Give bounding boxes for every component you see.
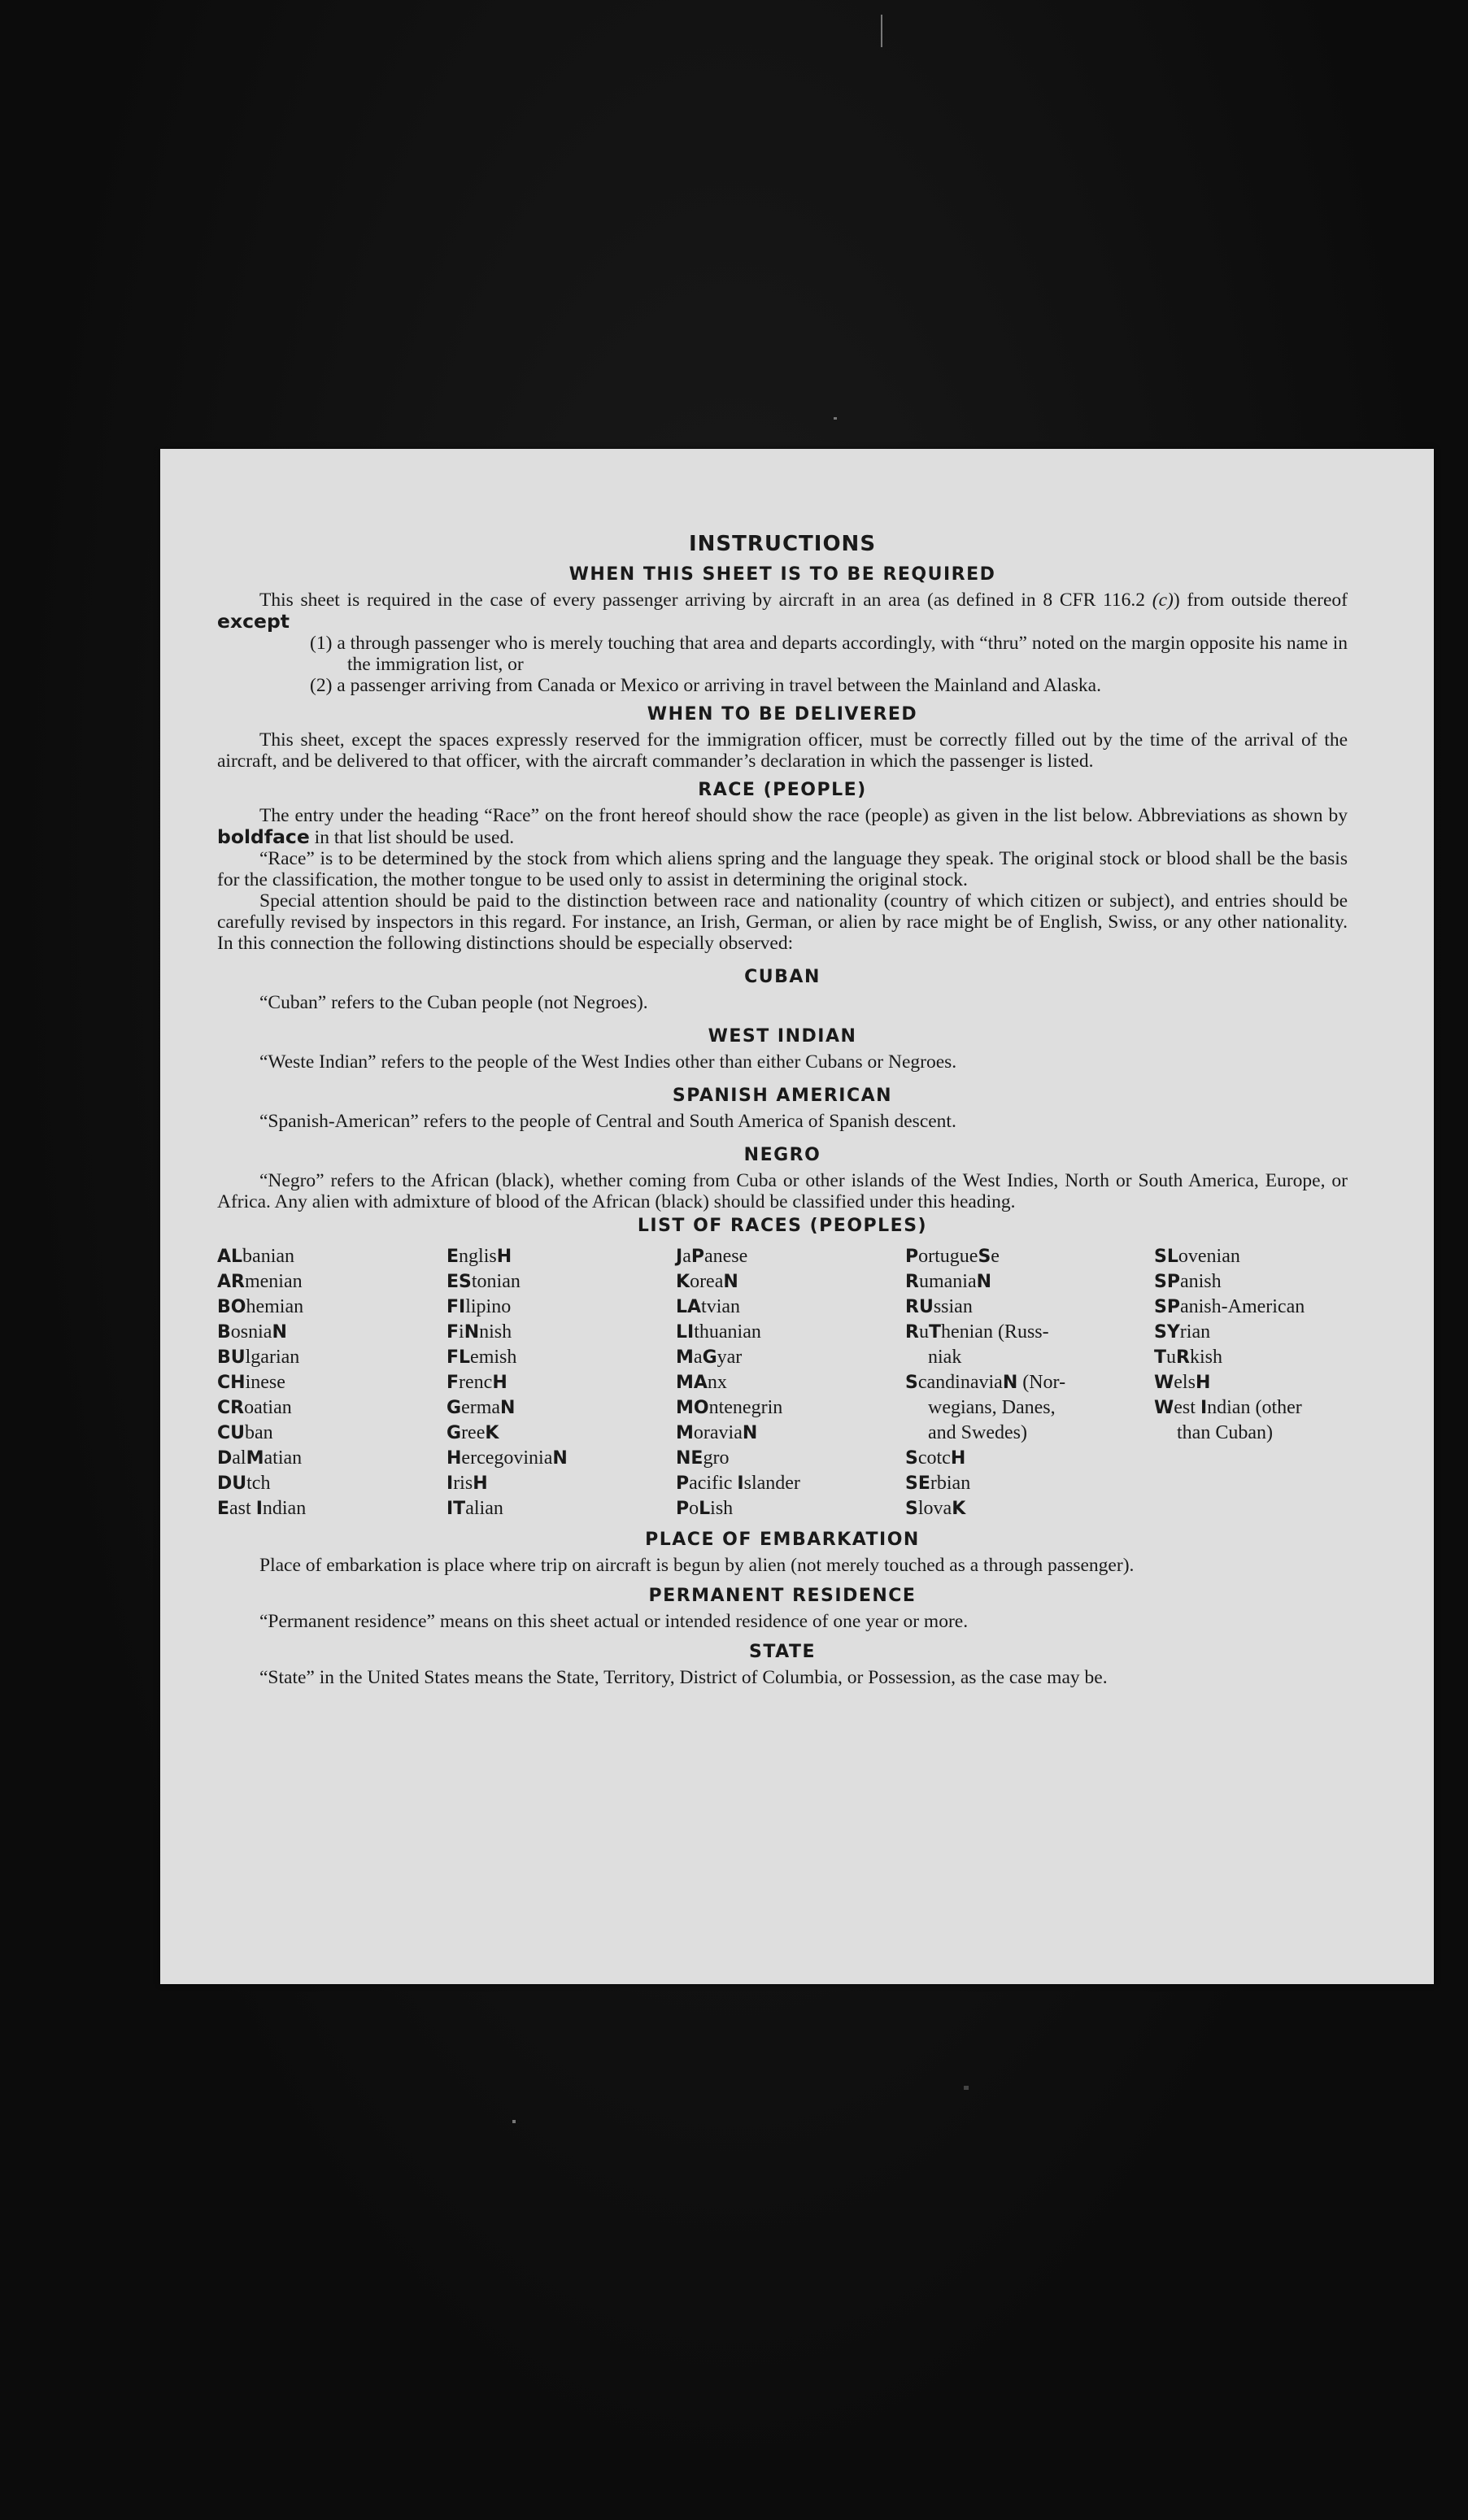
race-entry: CUban [217, 1422, 273, 1443]
section-heading-spanish-american: SPANISH AMERICAN [672, 1086, 893, 1106]
race-entry: CHinese [217, 1372, 285, 1393]
race-entry: RumaniaN [905, 1271, 992, 1292]
race-entry: FiNnish [446, 1321, 512, 1343]
race-entry: GermaN [446, 1397, 516, 1418]
section-heading-west-indian: WEST INDIAN [708, 1026, 857, 1047]
race-entry: IrisH [446, 1473, 488, 1494]
section-heading-list-of-races: LIST OF RACES (PEOPLES) [637, 1216, 928, 1236]
section-heading-race: RACE (PEOPLE) [698, 780, 867, 800]
race-entry: FIlipino [446, 1296, 512, 1317]
race-entry: MOntenegrin [676, 1397, 783, 1418]
race-entry: KoreaN [676, 1271, 738, 1292]
race-entry: SLovenian [1154, 1246, 1240, 1267]
paragraph-race-2: “Race” is to be determined by the stock from which aliens spring and the language they speak. The original stock or blood shall be the basis for the classification, the mother tongue to be used only to assist in determining the original stock. [217, 848, 1348, 890]
section-heading-when-delivered: WHEN TO BE DELIVERED [647, 704, 918, 725]
race-entry: MoraviaN [676, 1422, 758, 1443]
race-entry: LIthuanian [676, 1321, 761, 1343]
paragraph-race-1: The entry under the heading “Race” on the front hereof should show the race (people) as given in the list below. Abbreviations as shown by boldface in that list should be used. [217, 805, 1348, 848]
race-entry: WelsH [1154, 1372, 1211, 1393]
race-entry: SPanish [1154, 1271, 1222, 1292]
race-entry: MaGyar [676, 1347, 743, 1368]
race-entry: East Indian [217, 1498, 307, 1519]
paragraph-west-indian: “Weste Indian” refers to the people of the West Indies other than either Cubans or Negroes. [259, 1051, 957, 1073]
page-title: INSTRUCTIONS [688, 532, 877, 556]
race-entry: HercegoviniaN [446, 1447, 568, 1469]
paragraph-state: “State” in the United States means the State, Territory, District of Columbia, or Possession, as the case may be. [259, 1667, 1108, 1688]
exception-2: (2) a passenger arriving from Canada or Mexico or arriving in travel between the Mainland and Alaska. [310, 675, 1101, 696]
race-entry: BUlgarian [217, 1347, 300, 1368]
exception-1: (1) a through passenger who is merely touching that area and departs accordingly, with “thru” noted on the margin opposite his name in the immigration list, or [310, 633, 1348, 675]
race-entry: FrencH [446, 1372, 507, 1393]
race-entry: EnglisH [446, 1246, 512, 1267]
race-entry: SPanish-American [1154, 1296, 1305, 1317]
race-entry: BosniaN [217, 1321, 287, 1343]
race-column-5 [1154, 1244, 1348, 1521]
section-heading-negro: NEGRO [743, 1145, 821, 1165]
race-entry: EStonian [446, 1271, 521, 1292]
instruction-sheet [160, 449, 1434, 1984]
race-entry: FLemish [446, 1347, 517, 1368]
race-entry: niak [928, 1347, 962, 1368]
race-entry: DalMatian [217, 1447, 303, 1469]
race-entry: BOhemian [217, 1296, 304, 1317]
paragraph-when-required: This sheet is required in the case of every passenger arriving by aircraft in an area (as defined in 8 CFR 116.2 (c)) from outside thereof except [217, 590, 1348, 633]
race-entry: RUssian [905, 1296, 973, 1317]
race-entry: NEgro [676, 1447, 730, 1469]
race-entry: PoLish [676, 1498, 734, 1519]
race-entry: Pacific Islander [676, 1473, 800, 1494]
section-heading-embarkation: PLACE OF EMBARKATION [645, 1530, 920, 1550]
race-entry: and Swedes) [928, 1422, 1027, 1443]
race-entry: LAtvian [676, 1296, 741, 1317]
paragraph-cuban: “Cuban” refers to the Cuban people (not Negroes). [259, 992, 648, 1013]
race-entry: GreeK [446, 1422, 499, 1443]
race-entry: ScandinaviaN (Nor- [905, 1372, 1066, 1393]
section-heading-residence: PERMANENT RESIDENCE [648, 1586, 917, 1606]
race-entry: ALbanian [217, 1246, 295, 1267]
race-column-4 [905, 1244, 1154, 1521]
race-entry: ARmenian [217, 1271, 303, 1292]
paragraph-embarkation: Place of embarkation is place where trip on aircraft is begun by alien (not merely touched as a through passenger). [259, 1555, 1135, 1576]
race-entry: DUtch [217, 1473, 271, 1494]
race-entry: SlovaK [905, 1498, 966, 1519]
race-entry: West Indian (other [1154, 1397, 1302, 1418]
race-entry: ITalian [446, 1498, 503, 1519]
race-entry: SYrian [1154, 1321, 1211, 1343]
race-entry: than Cuban) [1177, 1422, 1273, 1443]
race-entry: RuThenian (Russ- [905, 1321, 1049, 1343]
race-entry: SErbian [905, 1473, 971, 1494]
section-heading-when-required: WHEN THIS SHEET IS TO BE REQUIRED [568, 564, 996, 585]
race-column-1 [217, 1244, 446, 1521]
section-heading-cuban: CUBAN [744, 967, 821, 987]
race-entry: CRoatian [217, 1397, 292, 1418]
race-entry: MAnx [676, 1372, 727, 1393]
race-entry: PortugueSe [905, 1246, 1000, 1267]
section-heading-state: STATE [749, 1642, 816, 1662]
race-column-2 [446, 1244, 676, 1521]
paragraph-residence: “Permanent residence” means on this sheet actual or intended residence of one year or more. [259, 1611, 969, 1632]
paragraph-negro: “Negro” refers to the African (black), whether coming from Cuba or other islands of the West Indies, North or South America, Europe, or Africa. Any alien with admixture of blood of the African (black) should be classified under this heading. [217, 1170, 1348, 1212]
paragraph-race-3: Special attention should be paid to the distinction between race and nationality (country of which citizen or subject), and entries should be carefully revised by inspectors in this regard. For instance, an Irish, German, or alien by race might be of English, Swiss, or any other nationality. In this connection the following distinctions should be especially observed: [217, 890, 1348, 954]
paragraph-when-delivered: This sheet, except the spaces expressly reserved for the immigration officer, must be correctly filled out by the time of the arrival of the aircraft, and be delivered to that officer, with the aircraft commander’s declaration in which the passenger is listed. [217, 729, 1348, 772]
race-entry: JaPanese [676, 1246, 748, 1267]
paragraph-spanish-american: “Spanish-American” refers to the people of Central and South America of Spanish descent. [259, 1111, 956, 1132]
race-entry: TuRkish [1154, 1347, 1222, 1368]
race-list [217, 1244, 1348, 1521]
race-entry: wegians, Danes, [928, 1397, 1056, 1418]
race-column-3 [676, 1244, 905, 1521]
race-entry: ScotcH [905, 1447, 966, 1469]
